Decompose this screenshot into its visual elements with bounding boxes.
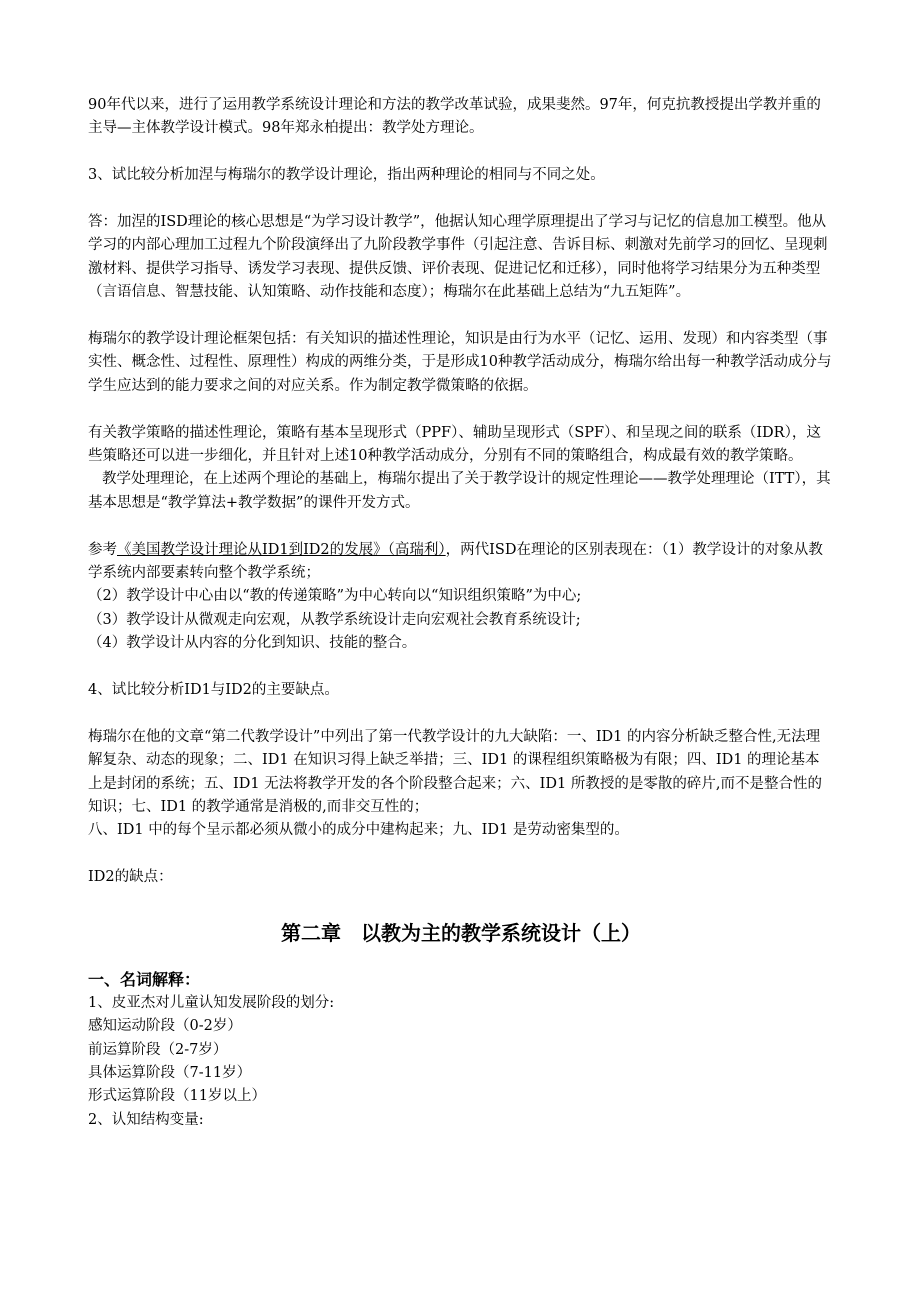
chapter-title: 第二章 以教为主的教学系统设计（上） bbox=[281, 920, 641, 945]
paragraph-strategy-theory: 有关教学策略的描述性理论，策略有基本呈现形式（PPF）、辅助呈现形式（SPF）、和呈现之间的联系（IDR），这些策略还可以进一步细化，并且针对上述10种教学活动成分，分别有不同的策略组合，构成最有效的教学策略。 bbox=[88, 424, 821, 465]
document-page bbox=[88, 94, 834, 1132]
paragraph-history: 90年代以来，进行了运用教学系统设计理论和方法的教学改革试验，成果斐然。97年，何克抗教授提出学教并重的主导—主体教学设计模式。98年郑永柏提出：教学处方理论。 bbox=[88, 97, 821, 137]
reference-title: 《美国教学设计理论从ID1到ID2的发展》（高瑞利） bbox=[117, 541, 446, 558]
paragraph-merrill-framework: 梅瑞尔的教学设计理论框架包括：有关知识的描述性理论，知识是由行为水平（记忆、运用、发现）和内容类型（事实性、概念性、过程性、原理性）构成的两维分类，于是形成10种教学活动成分，梅瑞尔给出每一种教学活动成分与学生应达到的能力要求之间的对应关系。作为制定教学微策略的依据。 bbox=[88, 331, 832, 394]
stage-item: 具体运算阶段（7-11岁） bbox=[88, 1064, 252, 1081]
paragraph-id2-flaws: ID2的缺点： bbox=[88, 869, 173, 886]
section-title: 一、名词解释： bbox=[88, 969, 201, 989]
paragraph-id1-flaws: 梅瑞尔在他的文章“第二代教学设计”中列出了第一代教学设计的九大缺陷：一、ID1 的内容分析缺乏整合性,无法理解复杂、动态的现象；二、ID1 在知识习得上缺乏举措；三、ID1 的课程组织策略极为有限；四、ID1 的理论基本上是封闭的系统；五、ID1 无法将教学开发的各个阶段整合起来；六、ID1 所教授的是零散的碎片,而不是整合性的知识；七、ID1 的教学通常是消极的,而非交互性的； bbox=[88, 728, 822, 816]
term-1: 1、皮亚杰对儿童认知发展阶段的划分: bbox=[88, 994, 335, 1011]
difference-item: （2）教学设计中心由以“教的传递策略”为中心转向以“知识组织策略”为中心; bbox=[88, 588, 582, 605]
difference-item: （3）教学设计从微观走向宏观，从教学系统设计走向宏观社会教育系统设计; bbox=[88, 611, 581, 628]
question-4: 4、试比较分析ID1与ID2的主要缺点。 bbox=[88, 682, 339, 699]
reference-suffix: ，两代ISD在理论的区别表现在：（1）教学设计的对象从教学系统内部要素转向整个教学系统； bbox=[88, 541, 823, 582]
stage-item: 感知运动阶段（0-2岁） bbox=[88, 1018, 242, 1035]
stage-item: 前运算阶段（2-7岁） bbox=[88, 1041, 228, 1058]
paragraph-itt: 教学处理理论，在上述两个理论的基础上，梅瑞尔提出了关于教学设计的规定性理论——教学处理理论（ITT），其基本思想是“教学算法+教学数据”的课件开发方式。 bbox=[88, 471, 831, 511]
stage-item: 形式运算阶段（11岁以上） bbox=[88, 1088, 266, 1105]
difference-item: （4）教学设计从内容的分化到知识、技能的整合。 bbox=[88, 635, 417, 652]
reference-prefix: 参考 bbox=[88, 541, 117, 558]
term-2: 2、认知结构变量: bbox=[88, 1111, 204, 1128]
question-3: 3、试比较分析加涅与梅瑞尔的教学设计理论，指出两种理论的相同与不同之处。 bbox=[88, 167, 605, 184]
paragraph-id1-flaws-cont: 八、ID1 中的每个呈示都必须从微小的成分中建构起来；九、ID1 是劳动密集型的。 bbox=[88, 822, 629, 839]
paragraph-reference bbox=[88, 539, 834, 586]
answer-3-gagne: 答：加涅的ISD理论的核心思想是“为学习设计教学”，他据认知心理学原理提出了学习与记忆的信息加工模型。他从学习的内部心理加工过程九个阶段演绎出了九阶段教学事件（引起注意、告诉目标、刺激对先前学习的回忆、呈现刺激材料、提供学习指导、诱发学习表现、提供反馈、评价表现、促进记忆和迁移），同时他将学习结果分为五种类型（言语信息、智慧技能、认知策略、动作技能和态度）；梅瑞尔在此基础上总结为“九五矩阵”。 bbox=[88, 214, 828, 301]
